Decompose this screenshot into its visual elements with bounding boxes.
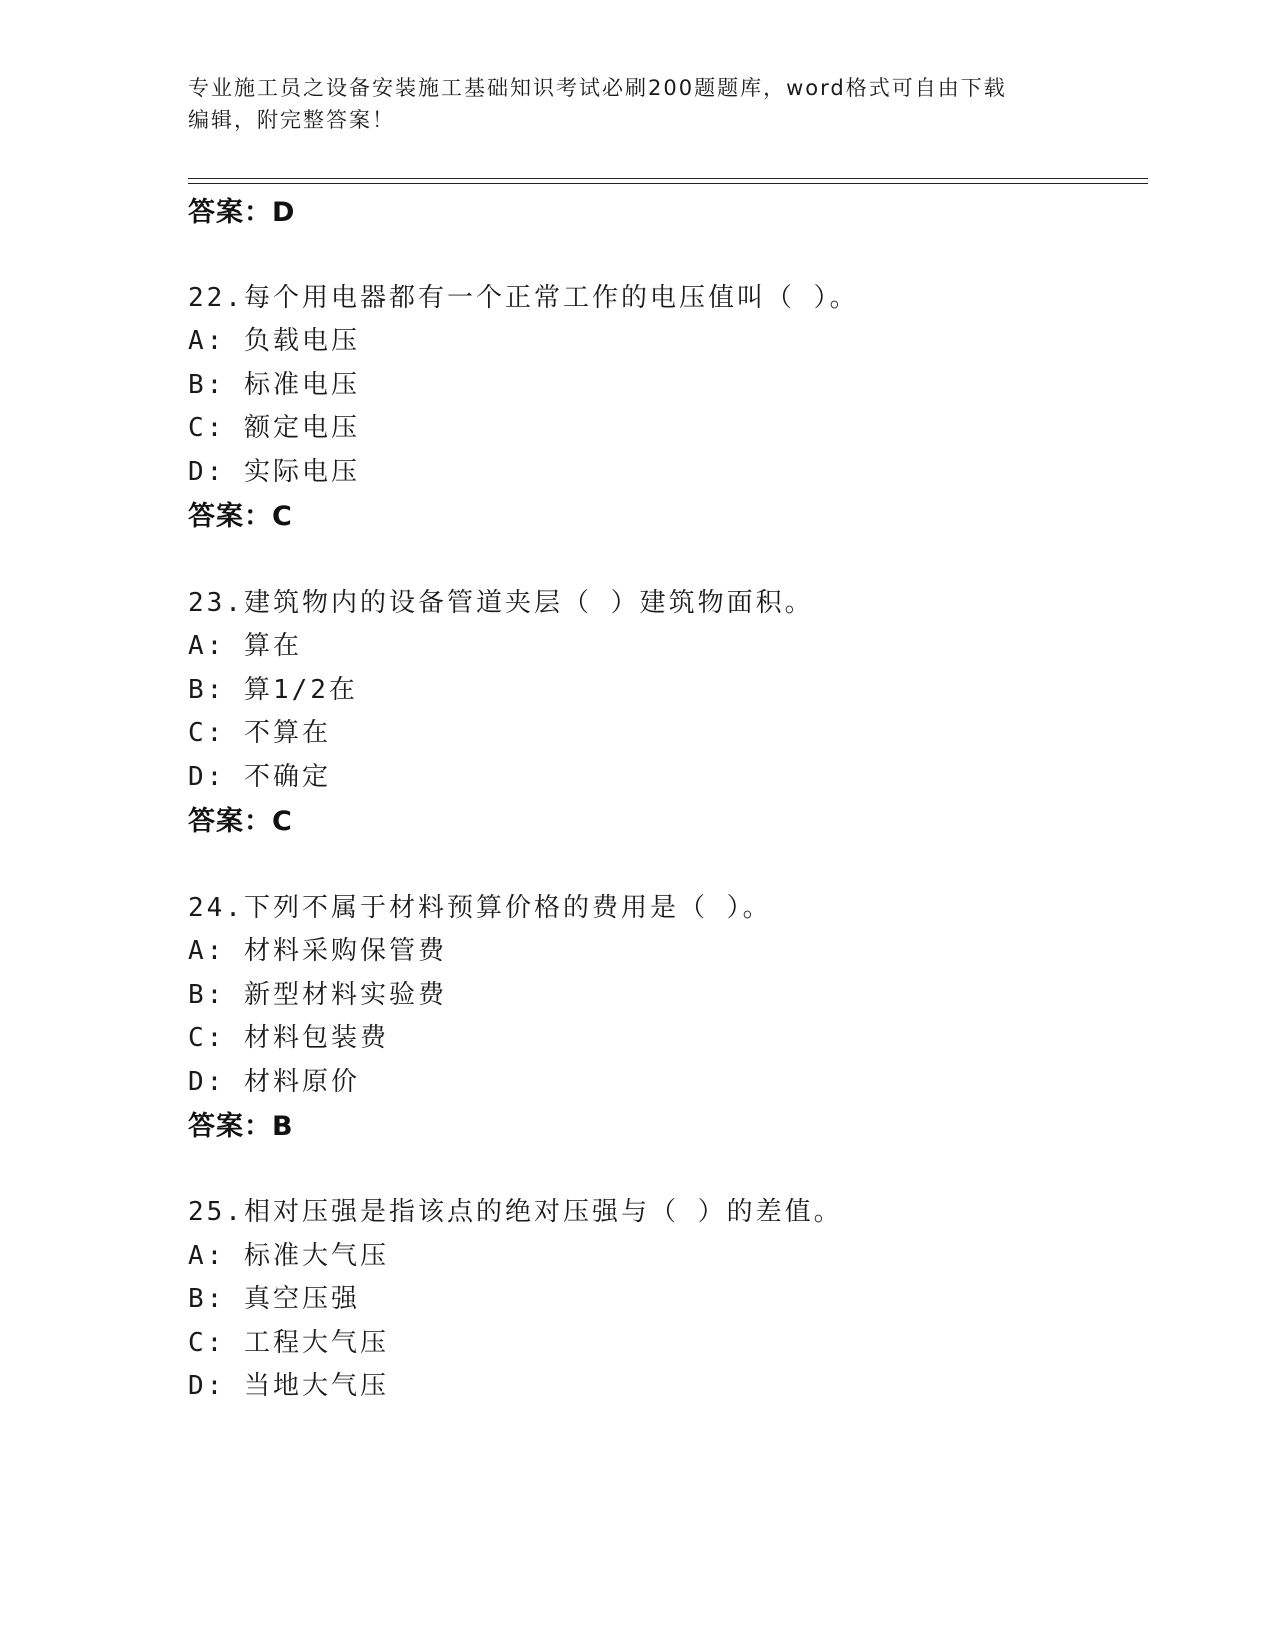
- question-22-option-d: D: 实际电压: [188, 457, 360, 487]
- header-line-2: 编辑，附完整答案！: [188, 108, 395, 132]
- question-23-stem: 23.建筑物内的设备管道夹层（ ）建筑物面积。: [188, 588, 814, 618]
- document-header: [188, 72, 1088, 136]
- question-22-answer: 答案：C: [188, 501, 293, 532]
- question-24-stem: 24.下列不属于材料预算价格的费用是（ ）。: [188, 893, 772, 923]
- question-24-option-d: D: 材料原价: [188, 1067, 360, 1097]
- question-23-option-b: B: 算1/2在: [188, 675, 358, 705]
- question-23-option-d: D: 不确定: [188, 762, 331, 792]
- header-line-1: 专业施工员之设备安装施工基础知识考试必刷200题题库，word格式可自由下载: [188, 76, 1007, 100]
- question-22-stem: 22.每个用电器都有一个正常工作的电压值叫（ ）。: [188, 283, 859, 313]
- question-25-option-c: C: 工程大气压: [188, 1328, 389, 1358]
- question-25-option-d: D: 当地大气压: [188, 1371, 389, 1401]
- question-25-option-a: A: 标准大气压: [188, 1241, 389, 1271]
- question-24-option-a: A: 材料采购保管费: [188, 936, 447, 966]
- question-22-option-c: C: 额定电压: [188, 413, 360, 443]
- question-24-answer: 答案：B: [188, 1111, 294, 1142]
- question-24-option-b: B: 新型材料实验费: [188, 980, 447, 1010]
- question-22-option-b: B: 标准电压: [188, 370, 360, 400]
- question-22-option-a: A: 负载电压: [188, 326, 360, 356]
- question-23-option-a: A: 算在: [188, 631, 302, 661]
- previous-answer: 答案：D: [188, 197, 296, 228]
- question-24-option-c: C: 材料包装费: [188, 1023, 389, 1053]
- header-divider-top: [188, 178, 1148, 179]
- question-25-stem: 25.相对压强是指该点的绝对压强与（ ）的差值。: [188, 1197, 843, 1227]
- question-23-option-c: C: 不算在: [188, 718, 331, 748]
- header-divider-bottom: [188, 183, 1148, 184]
- question-23-answer: 答案：C: [188, 806, 293, 837]
- question-25-option-b: B: 真空压强: [188, 1284, 360, 1314]
